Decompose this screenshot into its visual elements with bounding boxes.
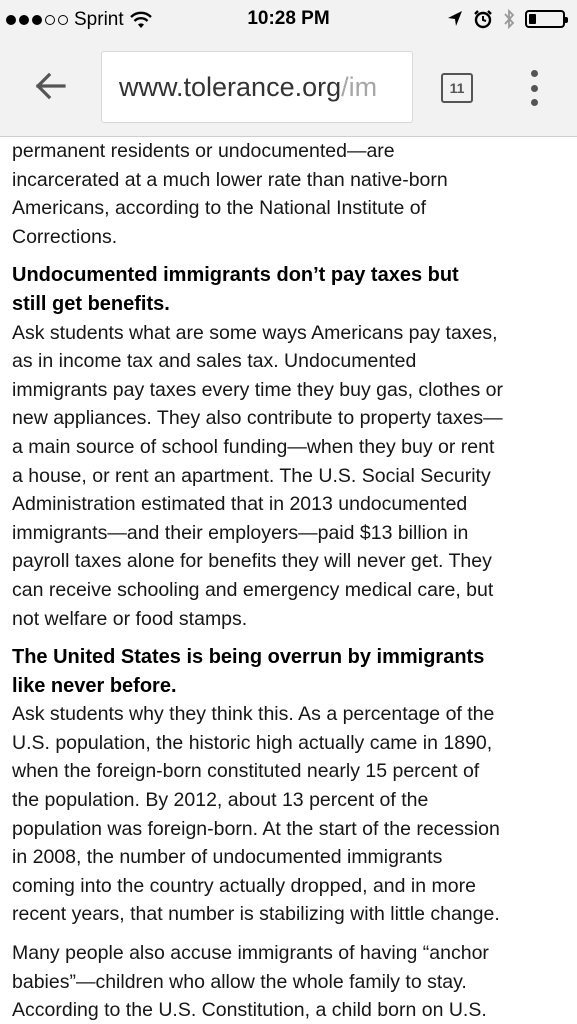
text-line: immigrants—and their employers—paid $13 billion in: [12, 521, 469, 544]
section-heading: The United States is being overrun by immigrants: [12, 646, 485, 669]
tab-count: 11: [449, 80, 465, 96]
browser-toolbar: [0, 38, 577, 137]
text-line: when the foreign-born constituted nearly 15 percent of: [12, 760, 480, 783]
text-line: Corrections.: [12, 225, 118, 248]
url-main: www.tolerance.org: [119, 72, 342, 102]
intro-paragraph: [12, 137, 572, 251]
battery-icon: [525, 10, 565, 28]
article-content: [12, 137, 572, 1024]
text-line: payroll taxes alone for benefits they will never get. They: [12, 550, 492, 573]
text-line: Ask students what are some ways Americans pay taxes,: [12, 321, 498, 344]
closing-paragraph: [12, 939, 572, 1024]
text-line: a house, or rent an apartment. The U.S. Social Security: [12, 464, 491, 487]
text-line: Americans, according to the National Institute of: [12, 197, 427, 220]
url-faded: /im: [341, 72, 378, 102]
menu-dot: [531, 85, 538, 92]
text-line: Ask students why they think this. As a percentage of the: [12, 703, 495, 726]
text-line: in 2008, the number of undocumented immigrants: [12, 846, 443, 869]
text-line: recent years, that number is stabilizing with little change.: [12, 903, 500, 926]
battery-level: [529, 14, 536, 24]
text-line: Administration estimated that in 2013 undocumented: [12, 493, 468, 516]
text-line: coming into the country actually dropped, and in more: [12, 874, 476, 897]
address-bar[interactable]: [101, 51, 413, 123]
text-line: population was foreign-born. At the start of the recession: [12, 817, 500, 840]
text-line: new appliances. They also contribute to property taxes—: [12, 407, 503, 430]
section-heading: Undocumented immigrants don’t pay taxes but: [12, 264, 459, 287]
status-right: [447, 9, 565, 29]
text-line: According to the U.S. Constitution, a child born on U.S.: [12, 999, 487, 1022]
text-line: not welfare or food stamps.: [12, 607, 248, 630]
url-text: [119, 72, 377, 103]
text-line: immigrants pay taxes every time they buy gas, clothes or: [12, 378, 503, 401]
section-heading: still get benefits.: [12, 292, 170, 315]
text-line: permanent residents or undocumented—are: [12, 140, 395, 162]
location-arrow-icon: [447, 10, 463, 28]
status-time: 10:28 PM: [247, 8, 330, 29]
text-line: incarcerated at a much lower rate than native-born: [12, 168, 448, 191]
carrier-name: Sprint: [74, 9, 124, 30]
alarm-clock-icon: [473, 9, 493, 29]
text-line: Many people also accuse immigrants of having “anchor: [12, 942, 489, 965]
text-line: the population. By 2012, about 13 percent of the: [12, 789, 429, 812]
text-line: can receive schooling and emergency medical care, but: [12, 578, 494, 601]
menu-dot: [531, 99, 538, 106]
section-overrun: [12, 643, 572, 929]
bluetooth-icon: [503, 9, 515, 29]
back-button[interactable]: [30, 66, 70, 106]
section-taxes: [12, 261, 572, 633]
menu-dot: [531, 70, 538, 77]
text-line: as in income tax and sales tax. Undocumented: [12, 350, 417, 373]
text-line: U.S. population, the historic high actually came in 1890,: [12, 731, 493, 754]
text-line: a main source of school funding—when they buy or rent: [12, 435, 495, 458]
tab-switcher-button[interactable]: [441, 73, 473, 103]
overflow-menu-button[interactable]: [524, 70, 544, 106]
status-bar: [0, 0, 577, 38]
text-line: babies”—children who allow the whole family to stay.: [12, 970, 467, 993]
back-arrow-icon: [34, 72, 66, 100]
section-heading: like never before.: [12, 674, 177, 697]
